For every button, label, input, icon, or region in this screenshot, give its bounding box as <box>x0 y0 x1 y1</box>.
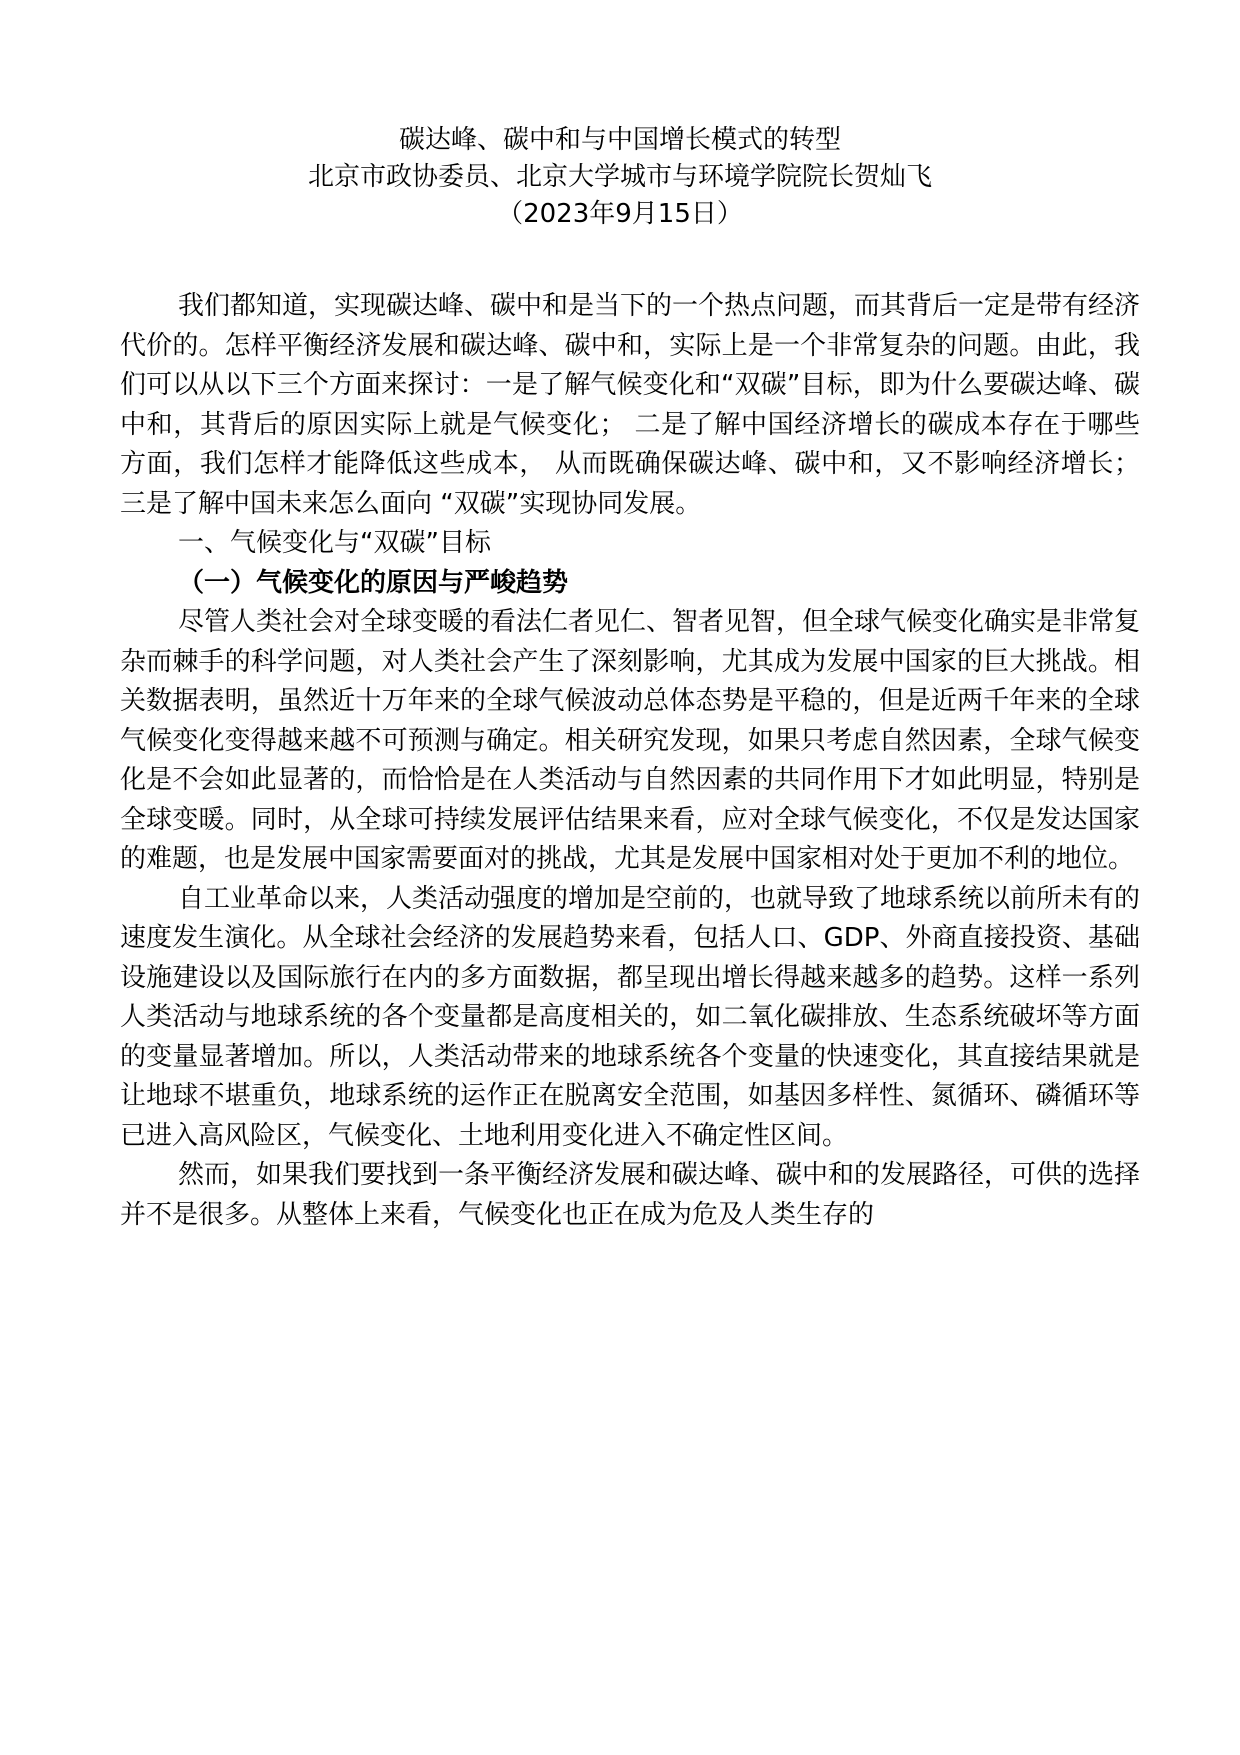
intro-paragraph: 我们都知道，实现碳达峰、碳中和是当下的一个热点问题，而其背后一定是带有经济代价的。怎样平衡经济发展和碳达峰、碳中和，实际上是一个非常复杂的问题。由此，我们可以从以下三个方面来探讨：一是了解气候变化和“双碳”目标，即为什么要碳达峰、碳中和，其背后的原因实际上就是气候变化； 二是了解中国经济增长的碳成本存在于哪些方面，我们怎样才能降低这些成本， 从而既确保碳达峰、碳中和，又不影响经济增长；三是了解中国未来怎么面向 “双碳”实现协同发展。 <box>120 291 1141 519</box>
date-line: （2023年9月15日） <box>497 199 743 229</box>
document-title: 碳达峰、碳中和与中国增长模式的转型 <box>398 125 841 155</box>
body-paragraph: 自工业革命以来，人类活动强度的增加是空前的，也就导致了地球系统以前所未有的速度发生演化。从全球社会经济的发展趋势来看，包括人口、GDP、外商直接投资、基础设施建设以及国际旅行在内的多方面数据，都呈现出增长得越来越多的趋势。这样一系列人类活动与地球系统的各个变量都是高度相关的，如二氧化碳排放、生态系统破坏等方面的变量显著增加。所以，人类活动带来的地球系统各个变量的快速变化，其直接结果就是让地球不堪重负，地球系统的运作正在脱离安全范围，如基因多样性、氮循环、磷循环等已进入高风险区，气候变化、土地利用变化进入不确定性区间。 <box>120 883 1141 1151</box>
document-header <box>0 122 1240 233</box>
body-paragraph: 尽管人类社会对全球变暖的看法仁者见仁、智者见智，但全球气候变化确实是非常复杂而棘手的科学问题，对人类社会产生了深刻影响，尤其成为发展中国家的巨大挑战。相关数据表明，虽然近十万年来的全球气候波动总体态势是平稳的，但是近两千年来的全球气候变化变得越来越不可预测与确定。相关研究发现，如果只考虑自然因素，全球气候变化是不会如此显著的，而恰恰是在人类活动与自然因素的共同作用下才如此明显，特别是全球变暖。同时，从全球可持续发展评估结果来看，应对全球气候变化，不仅是发达国家的难题，也是发展中国家需要面对的挑战，尤其是发展中国家相对处于更加不利的地位。 <box>120 607 1141 874</box>
section-heading: 一、气候变化与“双碳”目标 <box>178 528 491 558</box>
document-body <box>120 287 1140 1235</box>
subsection-heading: （一）气候变化的原因与严峻趋势 <box>178 567 569 598</box>
body-paragraph: 然而，如果我们要找到一条平衡经济发展和碳达峰、碳中和的发展路径，可供的选择并不是很多。从整体上来看，气候变化也正在成为危及人类生存的 <box>120 1160 1141 1230</box>
speaker-line: 北京市政协委员、北京大学城市与环境学院院长贺灿飞 <box>307 162 932 192</box>
